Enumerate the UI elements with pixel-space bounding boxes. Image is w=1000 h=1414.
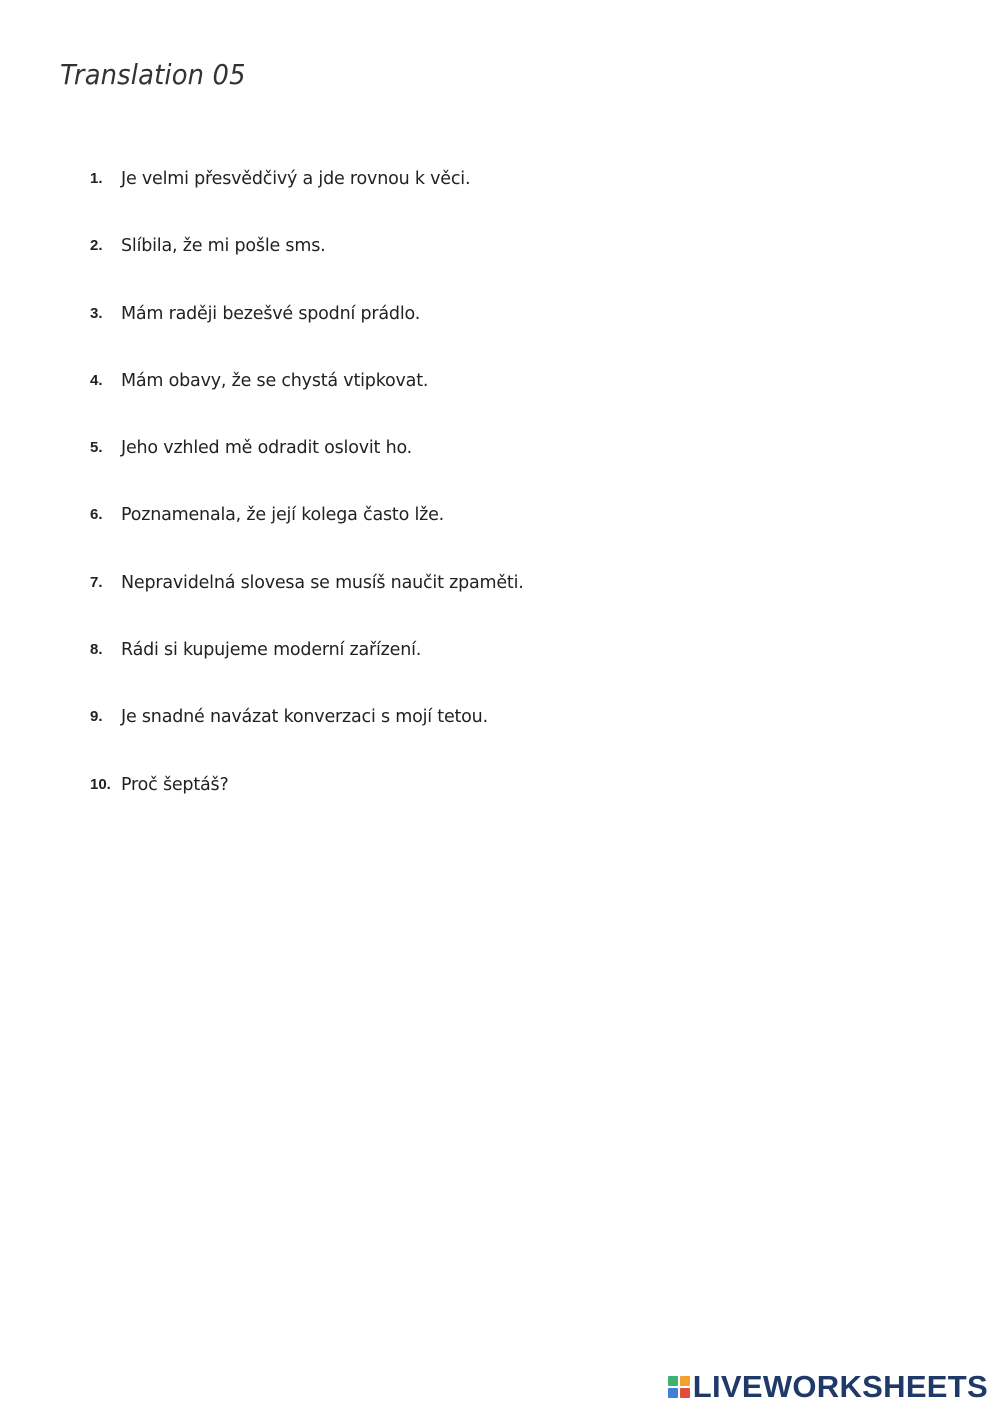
item-text: Je snadné navázat konverzaci s mojí tetou. [121,707,488,728]
item-text: Mám raději bezešvé spodní prádlo. [121,303,421,324]
item-number: 9. [90,708,103,726]
item-text: Mám obavy, že se chystá vtipkovat. [121,370,429,391]
liveworksheets-logo-icon [668,1376,690,1398]
item-number: 10. [90,775,111,793]
item-text: Rádi si kupujeme moderní zařízení. [121,640,422,661]
item-number: 3. [90,304,103,322]
item-text: Poznamenala, že její kolega často lže. [121,505,445,526]
list-item [90,165,524,232]
item-text: Proč šeptáš? [121,774,229,795]
brand-text: LIVEWORKSHEETS [692,1369,988,1404]
list-item [90,501,524,568]
list-item [90,434,524,501]
sentence-list [90,165,524,838]
item-number: 2. [90,237,103,255]
item-text: Slíbila, že mi pošle sms. [121,236,326,257]
item-number: 6. [90,506,103,524]
list-item [90,569,524,636]
item-text: Nepravidelná slovesa se musíš naučit zpaměti. [121,572,524,593]
list-item [90,367,524,434]
list-item [90,703,524,770]
item-number: 7. [90,573,103,591]
liveworksheets-logo [668,1371,988,1402]
list-item [90,771,524,838]
item-text: Jeho vzhled mě odradit oslovit ho. [121,438,413,459]
page-title: Translation 05 [60,58,246,91]
list-item [90,300,524,367]
item-number: 8. [90,641,103,659]
list-item [90,636,524,703]
item-text: Je velmi přesvědčivý a jde rovnou k věci. [121,169,471,189]
item-number: 1. [90,170,103,187]
item-number: 5. [90,439,103,457]
item-number: 4. [90,371,103,389]
list-item [90,232,524,299]
